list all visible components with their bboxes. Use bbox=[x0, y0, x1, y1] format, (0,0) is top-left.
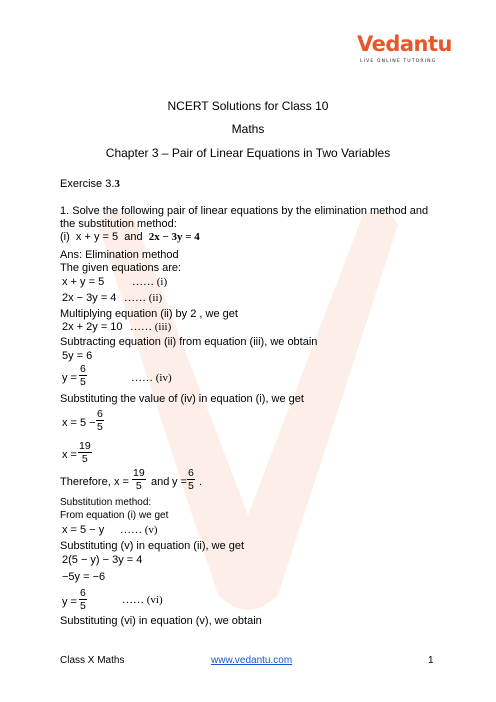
question-part-i: (i) x + y = 5 and 2x − 3y = 4 bbox=[60, 231, 200, 243]
equation-ii-tag: …… (ii) bbox=[124, 292, 163, 304]
equation-expanded: 2(5 − y) − 3y = 4 bbox=[62, 554, 143, 566]
equation-v: x = 5 − y bbox=[62, 524, 105, 536]
therefore-x: x = bbox=[114, 476, 129, 488]
fraction-6-5-d: $\frac{6}{5}$ bbox=[80, 587, 86, 612]
fraction-6-5-c: $\frac{6}{5}$ bbox=[188, 467, 194, 492]
from-i-text: From equation (i) we get bbox=[60, 510, 169, 521]
equation-5y: 5y = 6 bbox=[62, 350, 93, 362]
fraction-6-5-b: $\frac{6}{5}$ bbox=[97, 408, 103, 433]
equation-iv-lhs: y = bbox=[62, 372, 77, 384]
equation-iii: 2x + 2y = 10 bbox=[62, 321, 123, 333]
substitution-heading: Substitution method: bbox=[60, 497, 152, 508]
answer-label: Ans: Elimination method bbox=[60, 249, 179, 261]
equation-v-tag: …… (v) bbox=[120, 524, 158, 536]
equation-ii: 2x − 3y = 4 bbox=[62, 292, 117, 304]
substitute-vi-text: Substituting (vi) in equation (v), we obtain bbox=[60, 615, 262, 627]
fraction-19-5: $\frac{19}{5}$ bbox=[79, 440, 91, 465]
therefore-and: and bbox=[151, 476, 170, 488]
substitute-v-text: Substituting (v) in equation (ii), we get bbox=[60, 540, 245, 552]
question-text-2: the substitution method: bbox=[60, 218, 177, 230]
therefore-y: y = bbox=[172, 476, 187, 488]
doc-chapter: Chapter 3 – Pair of Linear Equations in Two Variables bbox=[105, 146, 391, 160]
footer-website-link[interactable]: www.vedantu.com bbox=[211, 655, 293, 666]
doc-subject: Maths bbox=[231, 122, 265, 136]
equation-vi-lhs: y = bbox=[62, 596, 77, 608]
equation-x-result-lhs: x = bbox=[62, 449, 77, 461]
equation-iii-tag: …… (iii) bbox=[130, 321, 172, 333]
page-number: 1 bbox=[428, 655, 434, 666]
doc-title: NCERT Solutions for Class 10 bbox=[167, 99, 329, 113]
vedantu-logo: Vedantu bbox=[357, 32, 452, 56]
question-text-1: 1. Solve the following pair of linear equations by the elimination method and bbox=[60, 205, 429, 217]
fraction-6-5: $\frac{6}{5}$ bbox=[80, 363, 86, 388]
exercise-heading: Exercise 3.3 bbox=[60, 178, 120, 190]
given-text: The given equations are: bbox=[60, 262, 182, 274]
equation-i-tag: …… (i) bbox=[132, 276, 168, 288]
equation-neg5y: −5y = −6 bbox=[62, 571, 106, 583]
therefore-text: Therefore, bbox=[60, 476, 111, 488]
substitute-iv-text: Substituting the value of (iv) in equation (i), we get bbox=[60, 393, 304, 405]
equation-iv-tag: …… (iv) bbox=[131, 372, 172, 384]
multiply-text: Multiplying equation (ii) by 2 , we get bbox=[60, 308, 238, 320]
subtract-text: Subtracting equation (ii) from equation (iii), we obtain bbox=[60, 336, 318, 348]
logo-tagline: LIVE ONLINE TUTORING bbox=[360, 59, 437, 64]
footer-class: Class X Maths bbox=[60, 655, 125, 666]
therefore-period: . bbox=[199, 476, 203, 488]
equation-vi-tag: …… (vi) bbox=[122, 594, 163, 606]
equation-i: x + y = 5 bbox=[62, 276, 105, 288]
fraction-19-5-b: $\frac{19}{5}$ bbox=[133, 467, 145, 492]
equation-x-lhs: x = 5 − bbox=[62, 417, 96, 429]
